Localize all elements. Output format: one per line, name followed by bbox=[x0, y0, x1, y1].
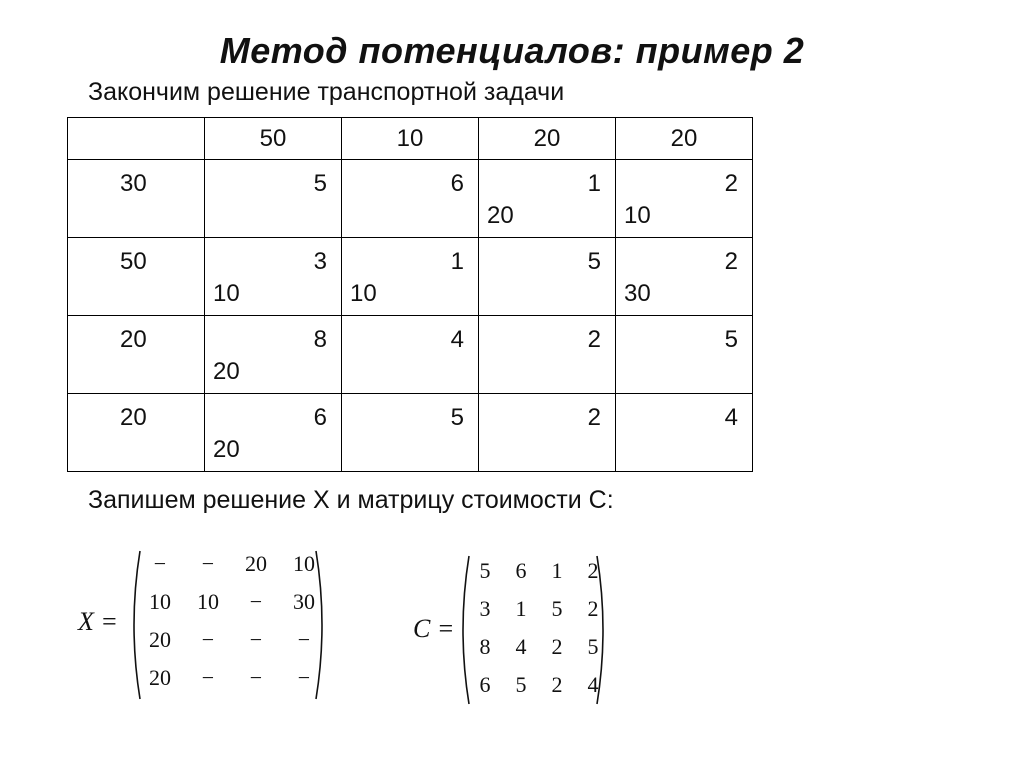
allocation-value: 20 bbox=[213, 436, 240, 463]
cost-value: 5 bbox=[724, 326, 738, 353]
demand-cell bbox=[479, 118, 616, 160]
matrix-c-grid bbox=[467, 558, 611, 710]
matrix-x-entry: 10 bbox=[197, 589, 219, 614]
matrix-x-entry: 10 bbox=[293, 551, 315, 576]
matrix-x-entry: 20 bbox=[149, 627, 171, 652]
matrix-x-entry: 30 bbox=[293, 589, 315, 614]
cost-value: 5 bbox=[450, 404, 464, 431]
slide-title: Метод потенциалов: пример 2 bbox=[219, 30, 805, 71]
cost-cell bbox=[616, 316, 753, 394]
cost-cell bbox=[205, 160, 342, 238]
supply-value: 20 bbox=[120, 404, 147, 431]
cost-value: 2 bbox=[587, 404, 601, 431]
matrix-c-entry: 1 bbox=[551, 558, 563, 583]
matrix-x-entry: − bbox=[249, 589, 263, 614]
matrix-c-entry: 2 bbox=[551, 634, 563, 659]
matrix-x-entry: 10 bbox=[149, 589, 171, 614]
demand-cell bbox=[616, 118, 753, 160]
cost-value: 1 bbox=[587, 170, 601, 197]
corner-cell bbox=[68, 118, 205, 160]
matrix-c-entry: 5 bbox=[551, 596, 563, 621]
cost-cell bbox=[616, 160, 753, 238]
allocation-value: 10 bbox=[350, 280, 377, 307]
cost-cell bbox=[205, 238, 342, 316]
demand-cell bbox=[205, 118, 342, 160]
matrix-c-entry: 4 bbox=[515, 634, 527, 659]
allocation-value: 30 bbox=[624, 280, 651, 307]
cost-value: 5 bbox=[587, 248, 601, 275]
cost-cell bbox=[479, 316, 616, 394]
cost-value: 2 bbox=[724, 170, 738, 197]
cost-value: 2 bbox=[724, 248, 738, 275]
matrix-c-entry: 5 bbox=[515, 672, 527, 697]
cost-cell bbox=[479, 238, 616, 316]
supply-value: 30 bbox=[120, 170, 147, 197]
supply-value: 50 bbox=[120, 248, 147, 275]
matrix-c-entry: 1 bbox=[515, 596, 527, 621]
matrix-x-entry: − bbox=[297, 665, 311, 690]
cost-cell bbox=[479, 394, 616, 472]
matrix-c-entry: 3 bbox=[479, 596, 491, 621]
cost-value: 5 bbox=[313, 170, 327, 197]
supply-cell bbox=[68, 316, 205, 394]
demand-value: 20 bbox=[670, 125, 698, 152]
demand-row bbox=[68, 118, 753, 160]
demand-cell bbox=[342, 118, 479, 160]
matrix-c-entry: 5 bbox=[479, 558, 491, 583]
allocation-value: 20 bbox=[487, 202, 514, 229]
demand-value: 50 bbox=[259, 125, 287, 152]
matrix-x-entry: − bbox=[201, 665, 215, 690]
matrix-x-entry: − bbox=[201, 627, 215, 652]
cost-cell bbox=[342, 160, 479, 238]
matrix-c-entry: 8 bbox=[479, 634, 491, 659]
matrix-c bbox=[413, 550, 623, 710]
subtitle: Закончим решение транспортной задачи bbox=[88, 78, 565, 106]
allocation-value: 20 bbox=[213, 358, 240, 385]
matrix-c-entry: 5 bbox=[587, 634, 599, 659]
allocation-value: 10 bbox=[213, 280, 240, 307]
transport-table bbox=[67, 117, 753, 472]
cost-cell bbox=[342, 394, 479, 472]
matrix-x-entry: − bbox=[153, 551, 167, 576]
cost-value: 2 bbox=[587, 326, 601, 353]
cost-cell bbox=[205, 316, 342, 394]
cost-value: 8 bbox=[313, 326, 327, 353]
cost-cell bbox=[342, 238, 479, 316]
matrix-x-grid bbox=[136, 551, 328, 703]
cost-value: 1 bbox=[450, 248, 464, 275]
cost-value: 4 bbox=[450, 326, 464, 353]
supply-cell bbox=[68, 394, 205, 472]
table-row bbox=[68, 316, 753, 394]
supply-value: 20 bbox=[120, 326, 147, 353]
matrix-x-entry: 20 bbox=[149, 665, 171, 690]
supply-cell bbox=[68, 238, 205, 316]
table-row bbox=[68, 394, 753, 472]
cost-value: 6 bbox=[450, 170, 464, 197]
matrix-x-label: X = bbox=[78, 607, 118, 636]
cost-cell bbox=[342, 316, 479, 394]
matrix-c-entry: 6 bbox=[479, 672, 491, 697]
demand-value: 20 bbox=[533, 125, 561, 152]
matrix-c-entry: 4 bbox=[587, 672, 599, 697]
table-row bbox=[68, 238, 753, 316]
table-row bbox=[68, 160, 753, 238]
matrix-c-entry: 2 bbox=[551, 672, 563, 697]
cost-value: 4 bbox=[724, 404, 738, 431]
matrix-x-entry: 20 bbox=[245, 551, 267, 576]
matrix-x-entry: − bbox=[201, 551, 215, 576]
cost-cell bbox=[616, 394, 753, 472]
matrix-x-entry: − bbox=[249, 627, 263, 652]
cost-cell bbox=[616, 238, 753, 316]
supply-cell bbox=[68, 160, 205, 238]
allocation-value: 10 bbox=[624, 202, 651, 229]
demand-value: 10 bbox=[396, 125, 424, 152]
cost-value: 3 bbox=[313, 248, 327, 275]
matrix-x-entry: − bbox=[249, 665, 263, 690]
matrices-caption: Запишем решение X и матрицу стоимости C: bbox=[88, 486, 614, 514]
matrix-x-entry: − bbox=[297, 627, 311, 652]
cost-cell bbox=[479, 160, 616, 238]
matrix-c-label: C = bbox=[413, 614, 455, 643]
matrix-c-entry: 2 bbox=[587, 558, 599, 583]
cost-value: 6 bbox=[313, 404, 327, 431]
matrix-c-entry: 6 bbox=[515, 558, 527, 583]
matrix-c-entry: 2 bbox=[587, 596, 599, 621]
cost-cell bbox=[205, 394, 342, 472]
matrix-x bbox=[78, 545, 338, 705]
